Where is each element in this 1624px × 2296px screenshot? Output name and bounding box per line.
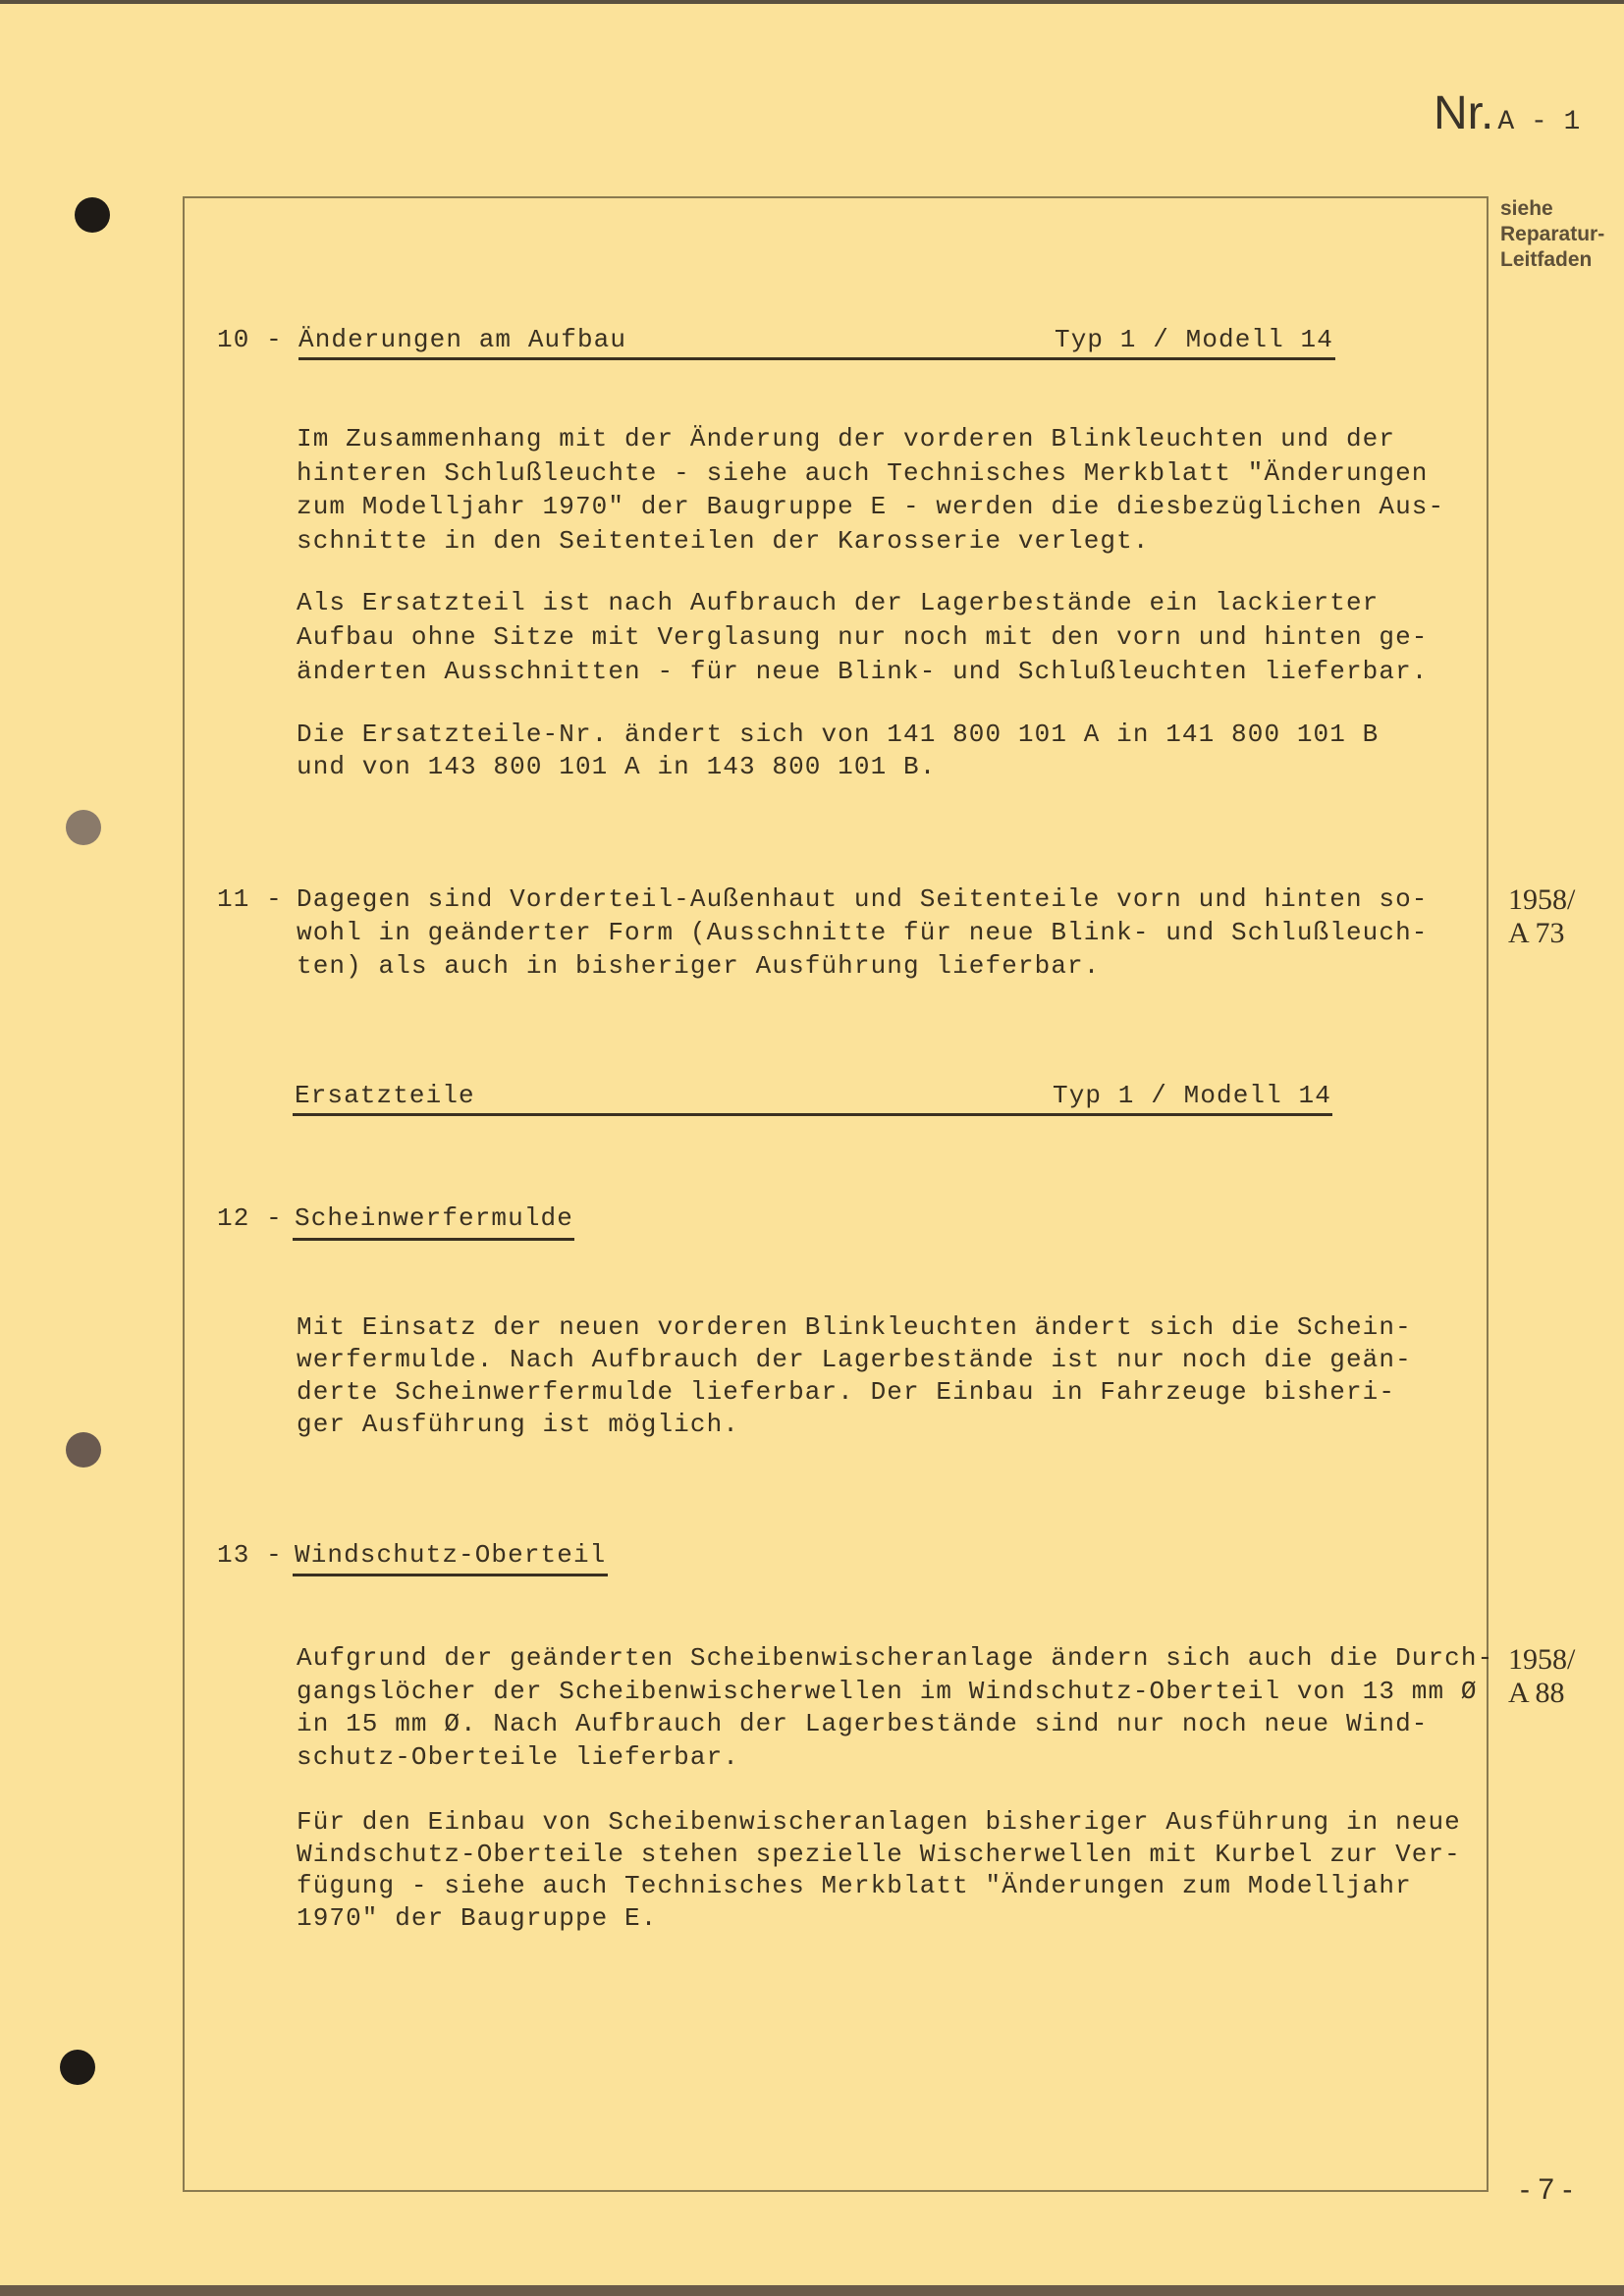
paragraph [297,719,1379,783]
section-title: Änderungen am Aufbau [298,325,627,354]
text-line: fügung - siehe auch Technisches Merkblatt "Änderungen zum Modelljahr [297,1871,1412,1900]
punch-hole [66,810,101,845]
text-line: Windschutz-Oberteile stehen spezielle Wischerwellen mit Kurbel zur Ver- [297,1839,1461,1869]
text-line: werfermulde. Nach Aufbrauch der Lagerbestände ist nur noch die geän- [297,1345,1412,1374]
text-line: 1970" der Baugruppe E. [297,1902,658,1933]
page-number: - 7 - [1520,2173,1573,2206]
paragraph [297,586,1428,689]
paragraph [297,422,1444,558]
text-line: schutz-Oberteile lieferbar. [297,1741,739,1772]
text-line: ten) als auch in bisheriger Ausführung lieferbar. [297,951,1101,981]
section-title: Ersatzteile [295,1081,475,1110]
punch-hole [66,1432,101,1468]
side-note [1500,196,1604,273]
reference-note [1508,883,1575,950]
text-line: derte Scheinwerfermulde lieferbar. Der Einbau in Fahrzeuge bisheri- [297,1377,1396,1407]
section-number: 10 - [217,325,283,354]
text-line: schnitte in den Seitenteilen der Karosserie verlegt. [297,525,1150,556]
document-number [1434,86,1580,140]
reference-line: A 73 [1508,917,1565,949]
section-number: 11 - [217,884,283,914]
text-line: wohl in geänderter Form (Ausschnitte für neue Blink- und Schlußleuch- [297,918,1429,947]
text-line: Mit Einsatz der neuen vorderen Blinkleuchten ändert sich die Schein- [297,1312,1412,1342]
section-type: Typ 1 / Modell 14 [1055,325,1333,354]
section-number: 13 - [217,1540,283,1570]
section-underline [293,1574,608,1576]
section-title: Scheinwerfermulde [295,1203,573,1233]
side-note-line: siehe [1500,197,1553,220]
reference-line: 1958/ [1508,1643,1576,1676]
text-line: Als Ersatzteil ist nach Aufbrauch der Lagerbestände ein lackierter [297,588,1380,617]
nr-label: Nr. [1434,87,1494,139]
page-bottom-edge [0,2285,1624,2296]
punch-hole [75,197,110,233]
page-top-edge [0,0,1624,4]
text-line: ger Ausführung ist möglich. [297,1410,739,1439]
section-title: Windschutz-Oberteil [295,1540,607,1570]
section-underline [293,1238,574,1241]
text-line: Für den Einbau von Scheibenwischeranlagen bisheriger Ausführung in neue [297,1807,1461,1837]
paragraph [297,1311,1412,1441]
section-type: Typ 1 / Modell 14 [1053,1081,1331,1110]
section-underline [293,1113,1332,1116]
text-line: Aufgrund der geänderten Scheibenwischeranlage ändern sich auch die Durch- [297,1643,1494,1673]
side-note-line: Reparatur- [1500,223,1605,245]
text-line: Aufbau ohne Sitze mit Verglasung nur noch mit den vorn und hinten ge- [297,622,1429,652]
section-underline [298,357,1335,360]
nr-code: A - 1 [1497,107,1581,137]
text-line: gangslöcher der Scheibenwischerwellen im Windschutz-Oberteil von 13 mm Ø [297,1676,1478,1706]
paragraph [297,1642,1493,1774]
punch-hole [60,2050,95,2085]
text-line: Die Ersatzteile-Nr. ändert sich von 141 800 101 A in 141 800 101 B [297,720,1380,749]
text-line: hinteren Schlußleuchte - siehe auch Technisches Merkblatt "Änderungen [297,457,1429,488]
side-note-line: Leitfaden [1500,248,1593,271]
reference-note [1508,1643,1575,1710]
text-line: änderten Ausschnitten - für neue Blink- und Schlußleuchten lieferbar. [297,657,1429,686]
text-line: zum Modelljahr 1970" der Baugruppe E - werden die diesbezüglichen Aus- [297,492,1445,521]
section-number: 12 - [217,1203,283,1233]
paragraph [297,882,1428,983]
paragraph [297,1806,1461,1934]
text-line: und von 143 800 101 A in 143 800 101 B. [297,752,937,781]
text-line: Im Zusammenhang mit der Änderung der vorderen Blinkleuchten und der [297,424,1396,454]
text-line: Dagegen sind Vorderteil-Außenhaut und Seitenteile vorn und hinten so- [297,884,1429,914]
text-line: in 15 mm Ø. Nach Aufbrauch der Lagerbestände sind nur noch neue Wind- [297,1709,1429,1738]
reference-line: 1958/ [1508,883,1576,916]
reference-line: A 88 [1508,1677,1565,1709]
